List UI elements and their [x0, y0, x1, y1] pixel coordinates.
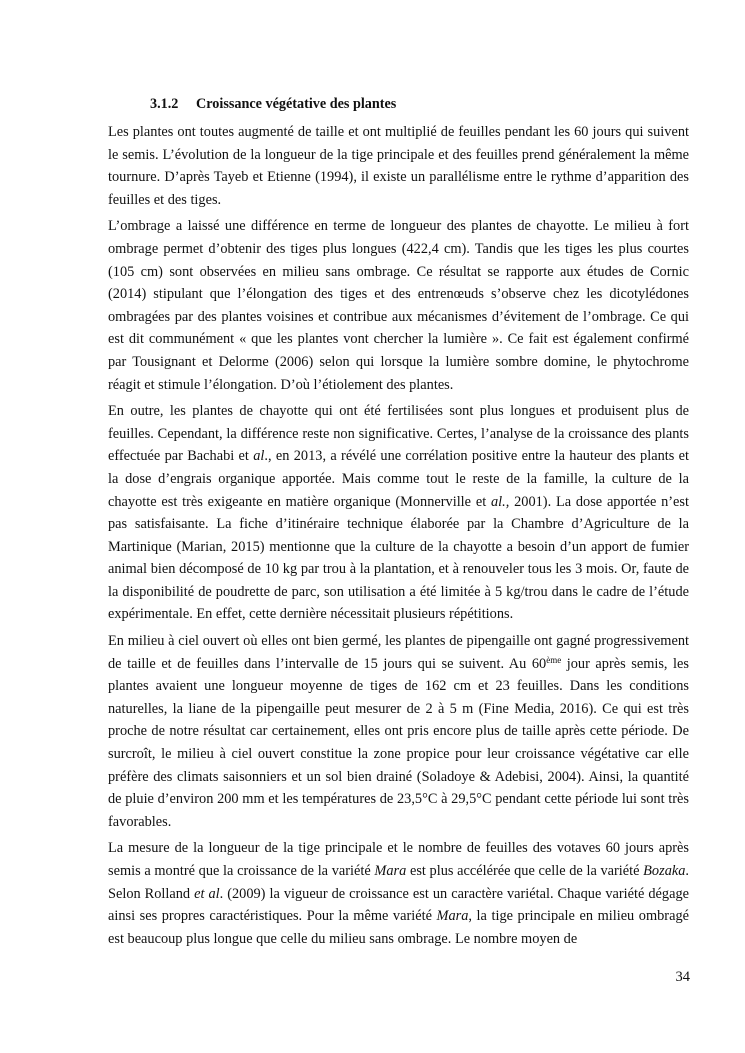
page-content — [108, 93, 689, 954]
paragraph-5-text-3: . Selon Rolland — [108, 863, 689, 902]
paragraph-5 — [108, 837, 689, 950]
paragraph-5-text-4: . (2009) la vigueur de croissance est un caractère variétal. Chaque variété dégage ainsi ses propres caractéristiques. Pour la même variété — [108, 885, 689, 925]
paragraph-5-text-5: , la tige principale en milieu ombragé est beaucoup plus longue que celle du milieu sans ombrage. Le nombre moyen de — [108, 908, 689, 947]
section-number: 3.1.2 — [150, 96, 179, 112]
paragraph-2: L’ombrage a laissé une différence en terme de longueur des plantes de chayotte. Le milieu à fort ombrage permet d’obtenir des tiges plus longues (422,4 cm). Tandis que les tiges les plus courtes (105 cm) sont observées en milieu sans ombrage. Ce résultat se rapporte aux études de Cornic (2014) stipulant que l’élongation des tiges et des entrenœuds s’observe chez les dicotylédones ombragées par des plantes voisines et contribue aux mécanismes d’évitement de l’ombrage. Ce qui est dit communément « que les plantes vont chercher la lumière ». Ce fait est également confirmé par Tousignant et Delorme (2006) selon qui lorsque la lumière sombre domine, le phytochrome réagit et stimule l’élongation. D’où l’étiolement des plantes. — [108, 218, 689, 393]
paragraph-5-italic-3: et al — [194, 885, 220, 902]
paragraph-5-italic-4: Mara — [436, 908, 469, 925]
paragraph-5-italic-1: Mara — [374, 863, 407, 879]
section-heading — [150, 93, 689, 115]
paragraph-3-italic-2: al., — [490, 493, 510, 510]
paragraph-5-text-2: est plus accélérée que celle de la variété — [406, 863, 644, 879]
paragraph-1: Les plantes ont toutes augmenté de taille et ont multiplié de feuilles pendant les 60 jours qui suivent le semis. L’évolution de la longueur de la tige principale et des feuilles prend généralement la même tournure. D’après Tayeb et Etienne (1994), il existe un parallélisme entre le rythme d’apparition des feuilles et des tiges. — [108, 124, 689, 208]
paragraph-3-text-2: ., en 2013, a révélé une corrélation positive entre la hauteur des plants et la dose d’engrais organique apportée. Mais comme tout le reste de la famille, la culture de la chayotte est très exigeante en matière organique (Monnerville et — [108, 448, 689, 510]
paragraph-5-italic-2: Bozaka — [643, 863, 686, 879]
paragraph-5-text-1: La mesure de la longueur de la tige principale et le nombre de feuilles des votaves 60 jours après semis a montré que la croissance de la variété — [108, 840, 689, 879]
paragraph-4-superscript: ème — [546, 654, 562, 665]
page-number: 34 — [675, 969, 690, 985]
paragraph-4-text-2: jour après semis, les plantes avaient une longueur moyenne de tiges de 162 cm et 23 feuilles. Dans les conditions naturelles, la liane de la pipengaille peut mesurer de 2 à 5 m (Fine Media, 2016). Ce qui est très proche de notre résultat car certainement, elles ont pris encore plus de taille après cette période. De surcroît, le milieu à ciel ouvert constitue la zone propice pour leur croissance végétative car elle préfère des climats saisonniers et un sol bien drainé (Soladoye & Adebisi, 2004). Ainsi, la quantité de pluie d’environ 200 mm et les températures de 23,5°C à 29,5°C pendant cette période lui sont très favorables. — [108, 655, 689, 830]
section-title: Croissance végétative des plantes — [196, 96, 397, 112]
paragraph-3 — [108, 400, 689, 626]
paragraph-4 — [108, 630, 689, 833]
paragraph-3-text-1: En outre, les plantes de chayotte qui ont été fertilisées sont plus longues et produisent plus de feuilles. Cependant, la différence reste non significative. Certes, l’analyse de la croissance des plants effectuée par Bachabi et — [108, 403, 689, 465]
paragraph-4-text-1: En milieu à ciel ouvert où elles ont bien germé, les plantes de pipengaille ont gagné progressivement de taille et de feuilles dans l’intervalle de 15 jours qui se suivent. Au 60 — [108, 633, 689, 672]
paragraph-3-italic-1: al — [253, 448, 265, 465]
paragraph-3-text-3: 2001). La dose apportée n’est pas satisfaisante. La fiche d’itinéraire technique élaborée par la Chambre d’Agriculture de la Martinique (Marian, 2015) mentionne que la culture de la chayotte a besoin d’un apport de fumier animal bien décomposé de 10 kg par trou à la plantation, et à renouveler tous les 3 mois. Or, faute de la disponibilité de poudrette de parc, son utilisation a été limitée à 5 kg/trou dans le cadre de l’étude expérimentale. En effet, cette dernière nécessitait plusieurs répétitions. — [108, 493, 689, 623]
